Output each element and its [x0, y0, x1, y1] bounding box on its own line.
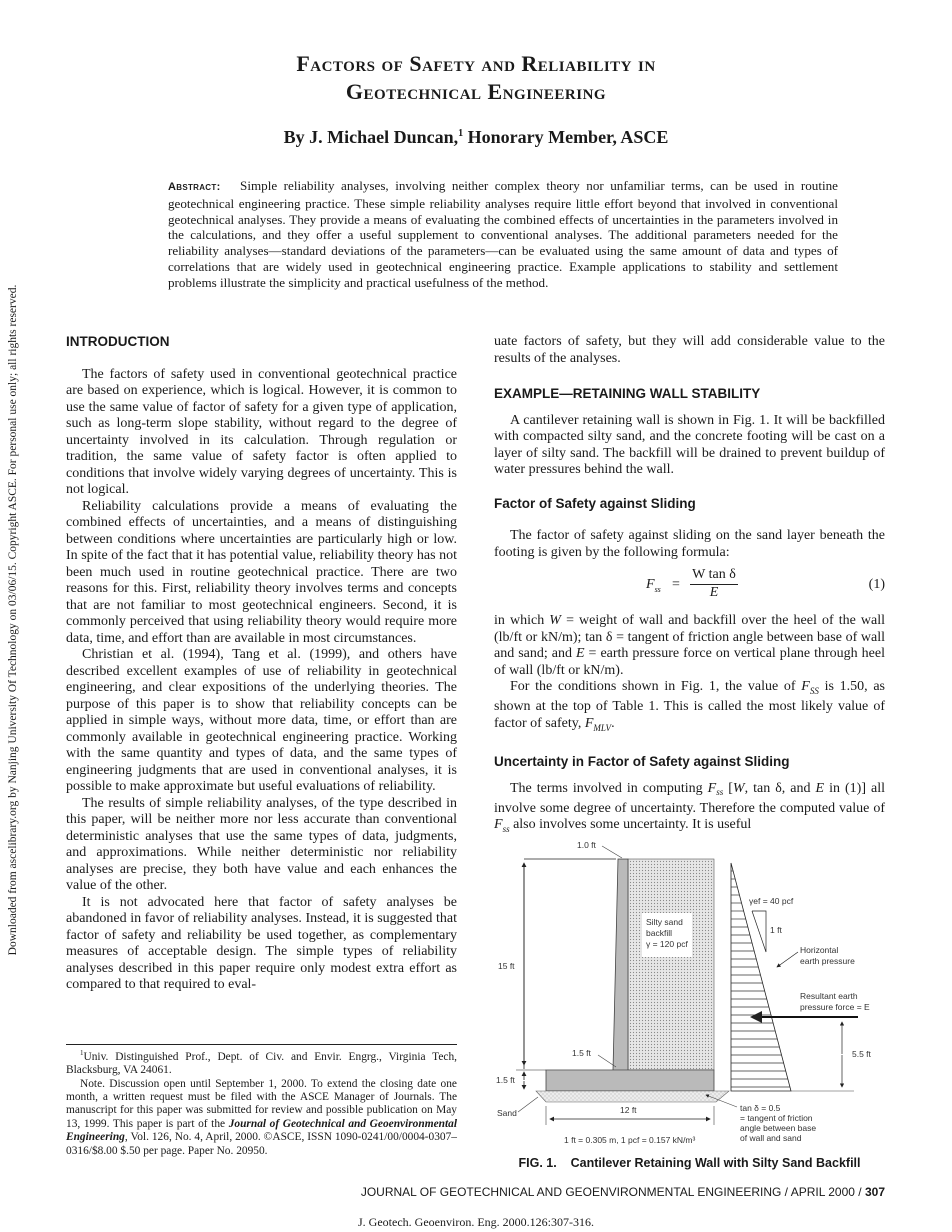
abstract-label: Abstract:: [168, 181, 221, 193]
journal-name: Journal of Geotechnical and Geoenvironmental Engineering: [66, 1117, 457, 1144]
paragraph: Christian et al. (1994), Tang et al. (1999), and others have described excellent examples of use of reliability in geotechnical engineering, and clear expositions of the underlying theories. The purpose of this paper is to show that reliability concepts can be applied in simple ways, without more data, time, or effort than are commonly available in geotechnical engineering practice. Working with the same quantity and types of data, and the same types of engineering judgments that are used in conventional analyses, it is possible to make approximate but useful evaluations of reliability.: [66, 647, 457, 794]
paragraph-equation-terms: in which W = weight of wall and backfill over the heel of the wall (lb/ft or kN/m); tan δ = tangent of friction angle between base of wall and sand; and E = earth pressure force on vertical plane through heel of wall (lb/ft or kN/m).: [494, 613, 885, 678]
top-width-label: 1.0 ft: [577, 840, 596, 850]
abstract: [168, 178, 838, 291]
equation-lhs: $F_{ss}$: [646, 577, 661, 594]
author-affiliation: Honorary Member, ASCE: [463, 127, 669, 147]
footnote-mark: 1: [80, 1049, 84, 1057]
left-column: [66, 334, 457, 994]
footing-thickness-label: 1.5 ft: [496, 1075, 515, 1085]
sand-label: Sand: [497, 1108, 517, 1118]
note-text-end: , Vol. 126, No. 4, April, 2000. ©ASCE, ISSN 1090-0241/00/0004-0307–0316/$8.00 $.50 per page. Paper No. 20950.: [66, 1131, 457, 1157]
wall-footing: [546, 1070, 714, 1091]
resultant-label-2: pressure force = E: [800, 1002, 870, 1012]
horizontal-label-1: Horizontal: [800, 945, 839, 955]
one-ft-label: 1 ft: [770, 925, 782, 935]
affiliation-text: Univ. Distinguished Prof., Dept. of Civ. and Envir. Engrg., Virginia Tech, Blacksburg, VA 24061.: [66, 1050, 457, 1077]
section-heading-introduction: INTRODUCTION: [66, 334, 170, 349]
equation-fraction: [690, 567, 738, 601]
paragraph: The results of simple reliability analyses, of the type described in this paper, will be neither more nor less accurate than conventional deterministic analyses that use the same types of data, judgments, and approximations. While neither deterministic nor reliability analyses are precise, they both have value and each enhances the value of the other.: [66, 795, 457, 893]
author-name: By J. Michael Duncan,: [283, 127, 459, 147]
page-number: 307: [864, 1185, 885, 1199]
note-text: Note. Discussion open until September 1, 2000. To extend the closing date one month, a written request must be filed with the ASCE Manager of Journals. The manuscript for this paper was submitted for review and possible publication on May 13, 1999. This paper is part of the: [66, 1077, 457, 1130]
subheading-uncertainty: Uncertainty in Factor of Safety against Sliding: [494, 754, 790, 770]
tan-delta-label-2: = tangent of friction: [740, 1113, 813, 1123]
paragraph: Reliability calculations provide a means of evaluating the combined effects of uncertainties, and a means of distinguishing between conditions where uncertainties are particularly high or low. In spite of the fact that it has potential value, reliability theory has not been much used in routine geotechnical practice. There are two reasons for this. First, reliability theory involves terms and concepts that are not familiar to most geotechnical engineers. Second, it is commonly perceived that using reliability theory would require more data, time, and effort than are available in most circumstances.: [66, 498, 457, 646]
abstract-text: Simple reliability analyses, involving neither complex theory nor unfamiliar terms, can be used in routine geotechnical engineering practice. These simple reliability analyses require little effort beyond that involved in conventional geotechnical analyses. They provide a means of evaluating the combined effects of uncertainties in the parameters involved in the calculations, and they offer a useful supplement to conventional analyses. The additional parameters needed for the reliability analyses—standard deviations of the parameters—can be evaluated using the same amount of data and types of correlations that are widely used in geotechnical engineering practice. Example applications to stability and settlement problems illustrate the simplicity and practical usefulness of the method.: [168, 178, 838, 290]
stem-base-label: 1.5 ft: [572, 1048, 591, 1058]
download-notice-text: Downloaded from ascelibrary.org by Nanjing University Of Technology on 03/06/15. Copyright ASCE. For personal use only; all rights reserved.: [7, 284, 19, 956]
paragraph-fss-value: For the conditions shown in Fig. 1, the value of $F_{SS}$ is 1.50, as shown at the top of Table 1. This is called the most likely value of factor of safety, $F_{MLV}$.: [494, 679, 885, 733]
title-line-2: Geotechnical Engineering: [345, 79, 607, 104]
equation-denominator: E: [709, 585, 719, 600]
equation-number: (1): [868, 577, 885, 592]
footnotes: [66, 1047, 457, 1158]
height-label: 15 ft: [498, 961, 515, 971]
download-notice: [0, 250, 26, 990]
footnote-divider: [66, 1044, 457, 1045]
base-width-label: 12 ft: [620, 1105, 637, 1115]
wall-stem: [613, 859, 628, 1070]
backfill-label-1: Silty sand: [646, 917, 683, 927]
tan-delta-label-1: tan δ = 0.5: [740, 1103, 781, 1113]
equation-equals: =: [672, 577, 680, 592]
figure-1: [494, 833, 885, 1153]
author-footnote-mark: 1: [458, 128, 464, 139]
author-line: [0, 127, 952, 148]
paragraph: It is not advocated here that factor of safety analyses be abandoned in favor of reliability analyses. Instead, it is suggested that factor of safety and reliability be used together, as complementary measures of acceptable design. The simple types of reliability analyses described in this paper require only modest extra effort as compared to that required to eval-: [66, 894, 457, 992]
title-line-1: Factors of Safety and Reliability in: [296, 51, 656, 76]
units-label: 1 ft = 0.305 m, 1 pcf = 0.157 kN/m³: [564, 1135, 696, 1145]
resultant-height-label: 5.5 ft: [852, 1049, 871, 1059]
paragraph: A cantilever retaining wall is shown in Fig. 1. It will be backfilled with compacted silty sand, and the concrete footing will be cast on a layer of silty sand. The backfill will be drained to prevent buildup of water pressures behind the wall.: [494, 412, 885, 477]
tan-delta-label-4: of wall and sand: [740, 1133, 802, 1143]
section-heading-example: EXAMPLE—RETAINING WALL STABILITY: [494, 386, 761, 401]
slope-triangle: [752, 911, 766, 952]
backfill-region: [628, 859, 714, 1070]
citation: J. Geotech. Geoenviron. Eng. 2000.126:307-316.: [358, 1215, 594, 1229]
tan-delta-label-3: angle between base: [740, 1123, 817, 1133]
horizontal-label-2: earth pressure: [800, 956, 855, 966]
gamma-ef-label: γef = 40 pcf: [749, 896, 794, 906]
subheading-sliding: Factor of Safety against Sliding: [494, 495, 696, 511]
paragraph: The factors of safety used in conventional geotechnical practice are based on experience, which is logical. However, it is common to use the same value of factor of safety for a given type of application, such as long-term slope stability, without regard to the degree of uncertainty involved in its calculation. Through regulation or tradition, the same value of safety factor is often applied to conditions that involve widely varying degrees of uncertainty. This is not logical.: [66, 366, 457, 497]
footnote-note: [66, 1078, 457, 1158]
equation-1: [494, 567, 885, 603]
journal-running-title: JOURNAL OF GEOTECHNICAL AND GEOENVIRONMENTAL ENGINEERING / APRIL 2000 /: [360, 1185, 865, 1199]
sand-layer: [536, 1091, 729, 1102]
backfill-label-2: backfill: [646, 928, 672, 938]
equation-numerator: W tan δ: [690, 567, 738, 585]
paragraph: The terms involved in computing $F_{ss}$ [W, tan δ, and E in (1)] all involve some degree of uncertainty. Therefore the computed value of $F_{ss}$ also involves some uncertainty. It is useful: [494, 780, 885, 835]
paragraph: The factor of safety against sliding on the sand layer beneath the footing is given by the following formula:: [494, 528, 885, 560]
resultant-label-1: Resultant earth: [800, 991, 858, 1001]
retaining-wall-diagram: [494, 833, 885, 1153]
figure-caption: FIG. 1. Cantilever Retaining Wall with Silty Sand Backfill: [518, 1156, 861, 1170]
backfill-label-3: γ = 120 pcf: [646, 939, 688, 949]
paragraph-continuation: uate factors of safety, but they will add considerable value to the results of the analyses.: [494, 334, 885, 366]
running-footer: [340, 1185, 885, 1199]
footnote-affiliation: [66, 1047, 457, 1078]
paper-title: [0, 50, 952, 106]
